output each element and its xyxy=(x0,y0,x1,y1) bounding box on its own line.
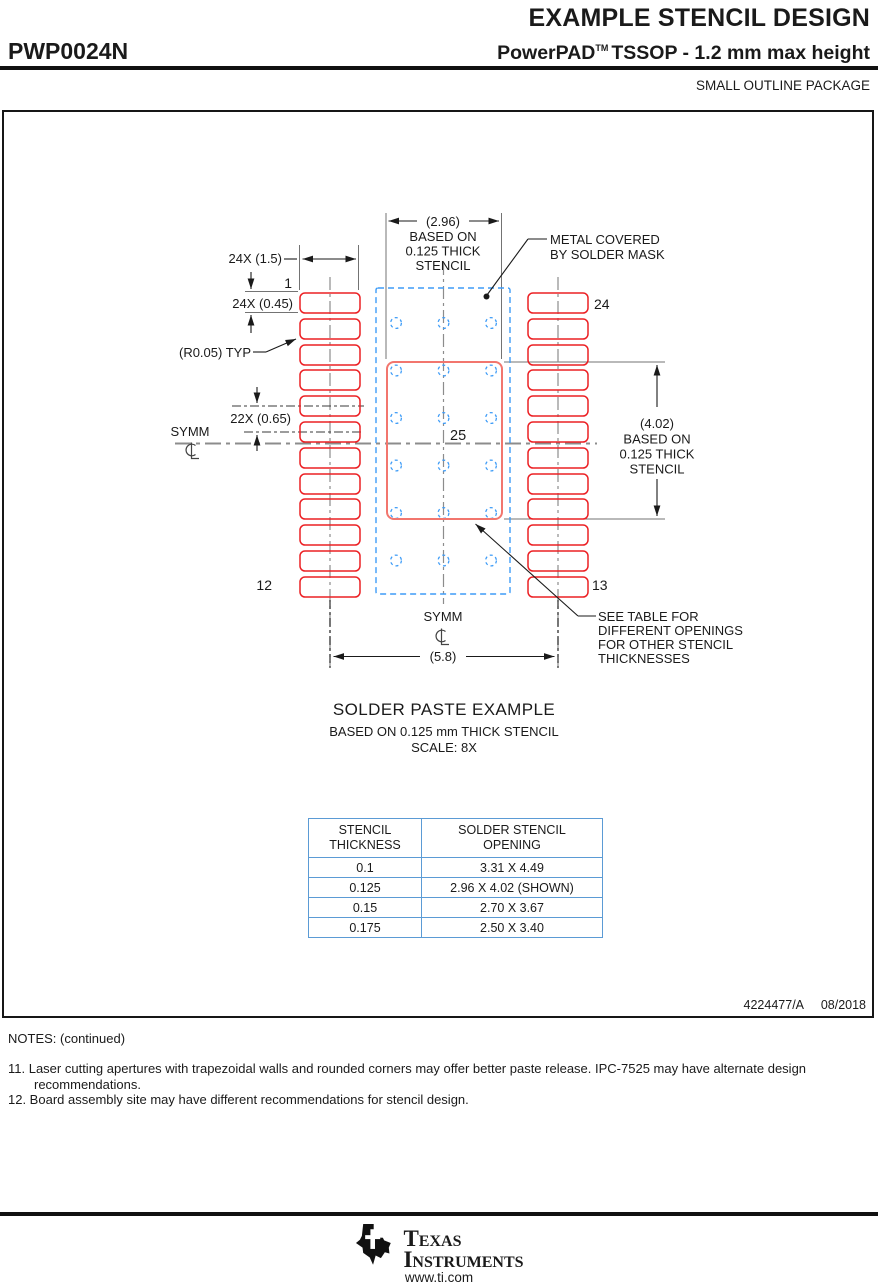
pin-13-label: 13 xyxy=(592,577,608,593)
see-table-note-line4: THICKNESSES xyxy=(598,651,690,666)
dim-center-note-line3: STENCIL xyxy=(629,461,685,477)
dim-top-width-label: (2.96) xyxy=(426,214,460,229)
symm-bottom-label: SYMM xyxy=(423,609,463,624)
caption-subtitle: BASED ON 0.125 mm THICK STENCIL xyxy=(329,724,559,739)
stencil-thickness-table xyxy=(308,818,603,938)
package-description: TSSOP - 1.2 mm max height xyxy=(611,42,870,64)
dim-top-note-line3: STENCIL xyxy=(415,258,471,273)
table-cell: 2.50 X 3.40 xyxy=(422,918,603,938)
notes-heading: NOTES: (continued) xyxy=(8,1031,126,1046)
dim-corner-radius-label: (R0.05) TYP xyxy=(178,345,251,360)
col-header-thickness: STENCIL THICKNESS xyxy=(309,819,422,858)
pin-12-label: 12 xyxy=(256,577,272,593)
see-table-note-line2: DIFFERENT OPENINGS xyxy=(598,623,743,638)
col-header-opening: SOLDER STENCIL OPENING xyxy=(422,819,603,858)
pin-1-label: 1 xyxy=(284,275,292,291)
ti-website-link[interactable]: www.ti.com xyxy=(404,1270,474,1285)
dim-center-height-label: (4.02) xyxy=(640,416,674,431)
table-row xyxy=(309,878,603,898)
table-cell: 2.96 X 4.02 (SHOWN) xyxy=(422,878,603,898)
package-type-label: SMALL OUTLINE PACKAGE xyxy=(695,78,870,93)
ti-brand-text xyxy=(403,1222,524,1273)
ti-logo xyxy=(0,1222,878,1273)
dim-pitch-label: 22X (0.65) xyxy=(230,411,291,426)
dim-pad-width-label: 24X (0.45) xyxy=(232,296,293,311)
see-table-note-line3: FOR OTHER STENCIL xyxy=(598,637,734,652)
table-cell: 0.15 xyxy=(309,898,422,918)
note-item-11: 11. Laser cutting apertures with trapezoidal walls and rounded corners may offer better paste release. IPC-7525 may have alternate design recommendations. xyxy=(8,1061,807,1092)
doc-number: 4224477/A xyxy=(743,998,804,1012)
footer-divider xyxy=(0,1212,878,1216)
dim-top-note-line2: 0.125 THICK xyxy=(405,243,481,259)
notes-list xyxy=(8,1061,853,1108)
caption-title: SOLDER PASTE EXAMPLE xyxy=(332,700,556,719)
leader-dot xyxy=(484,294,490,300)
dim-overall-label: (5.8) xyxy=(429,649,457,664)
table-cell: 2.70 X 3.67 xyxy=(422,898,603,918)
thermal-pad-opening xyxy=(387,362,502,519)
metal-covered-label-line1: METAL COVERED xyxy=(550,232,660,247)
pin-25-label: 25 xyxy=(450,428,467,444)
centerline-symbol xyxy=(186,443,199,459)
trademark-symbol: TM xyxy=(595,43,609,53)
metal-covered-label-line2: BY SOLDER MASK xyxy=(550,247,665,262)
part-number: PWP0024N xyxy=(8,38,129,64)
see-table-note-line1: SEE TABLE FOR xyxy=(598,609,699,624)
dim-center-note-line1: BASED ON xyxy=(623,431,691,447)
table-row xyxy=(309,898,603,918)
table-cell: 3.31 X 4.49 xyxy=(422,858,603,878)
table-header-row xyxy=(309,819,603,858)
doc-date: 08/2018 xyxy=(820,998,866,1012)
symm-left-label: SYMM xyxy=(170,424,210,439)
table-cell: 0.125 xyxy=(309,878,422,898)
table-cell: 0.175 xyxy=(309,918,422,938)
title-block xyxy=(744,998,866,1012)
centerline-symbol xyxy=(436,629,449,645)
ti-brand-line2: Instruments xyxy=(403,1247,524,1273)
table-cell: 0.1 xyxy=(309,858,422,878)
dim-top-note-line1: BASED ON xyxy=(409,229,477,244)
table-row xyxy=(309,918,603,938)
note-item-12: 12. Board assembly site may have different recommendations for stencil design. xyxy=(8,1092,469,1107)
brand-name: PowerPAD xyxy=(497,42,596,64)
table-row xyxy=(309,858,603,878)
page-title: EXAMPLE STENCIL DESIGN xyxy=(528,4,870,32)
pin-24-label: 24 xyxy=(594,296,610,312)
ti-texas-icon xyxy=(354,1222,396,1268)
dim-center-note-line2: 0.125 THICK xyxy=(619,446,695,462)
dim-pad-length-label: 24X (1.5) xyxy=(228,251,282,266)
drawing-caption xyxy=(244,700,644,755)
ti-brand-line1: Texas xyxy=(403,1226,462,1251)
caption-scale: SCALE: 8X xyxy=(411,740,477,755)
